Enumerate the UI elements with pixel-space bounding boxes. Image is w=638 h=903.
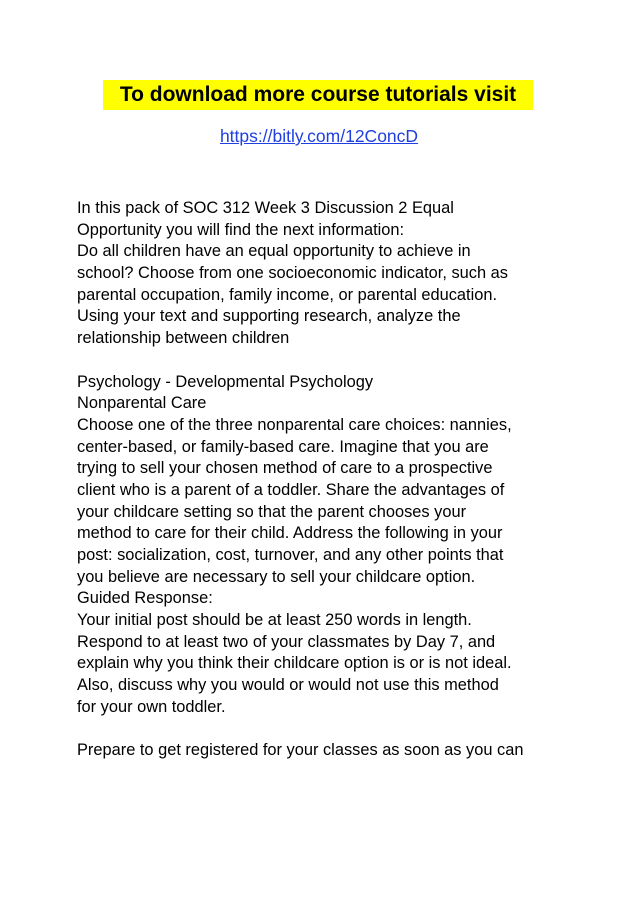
document-body xyxy=(77,198,597,762)
section-line: Choose one of the three nonparental care choices: nannies, xyxy=(77,415,512,434)
section-subheading: Nonparental Care xyxy=(77,394,207,413)
paragraph-gap xyxy=(77,350,597,372)
intro-line: Do all children have an equal opportunity to achieve in xyxy=(77,242,471,261)
tutorial-link[interactable]: https://bitly.com/12ConcD xyxy=(219,126,419,146)
section-line: your childcare setting so that the parent chooses your xyxy=(77,502,467,521)
intro-line: relationship between children xyxy=(77,329,290,348)
section-line: explain why you think their childcare option is or is not ideal. xyxy=(77,654,512,673)
section-line: method to care for their child. Address the following in your xyxy=(77,524,503,543)
intro-line: In this pack of SOC 312 Week 3 Discussion 2 Equal xyxy=(77,199,454,217)
section-line: Respond to at least two of your classmates by Day 7, and xyxy=(77,632,496,651)
paragraph-gap xyxy=(77,719,597,741)
intro-line: Using your text and supporting research, analyze the xyxy=(77,307,461,326)
section-line: client who is a parent of a toddler. Share the advantages of xyxy=(77,480,505,499)
guided-response-label: Guided Response: xyxy=(77,589,213,608)
section-line: trying to sell your chosen method of care to a prospective xyxy=(77,459,493,478)
section-line: for your own toddler. xyxy=(77,697,226,716)
intro-line: Opportunity you will find the next information: xyxy=(77,220,405,239)
section-heading: Psychology - Developmental Psychology xyxy=(77,372,374,391)
section-line: Your initial post should be at least 250 words in length. xyxy=(77,611,472,630)
section-line: center-based, or family-based care. Imagine that you are xyxy=(77,437,489,456)
intro-line: school? Choose from one socioeconomic indicator, such as xyxy=(77,264,508,283)
closing-line: Prepare to get registered for your classes as soon as you can xyxy=(77,741,524,760)
section-line: Also, discuss why you would or would not use this method xyxy=(77,676,499,695)
section-line: post: socialization, cost, turnover, and any other points that xyxy=(77,546,504,564)
intro-line: parental occupation, family income, or parental education. xyxy=(77,285,498,304)
section-line: you believe are necessary to sell your childcare option. xyxy=(77,567,476,586)
promo-title: To download more course tutorials visit xyxy=(103,80,533,110)
